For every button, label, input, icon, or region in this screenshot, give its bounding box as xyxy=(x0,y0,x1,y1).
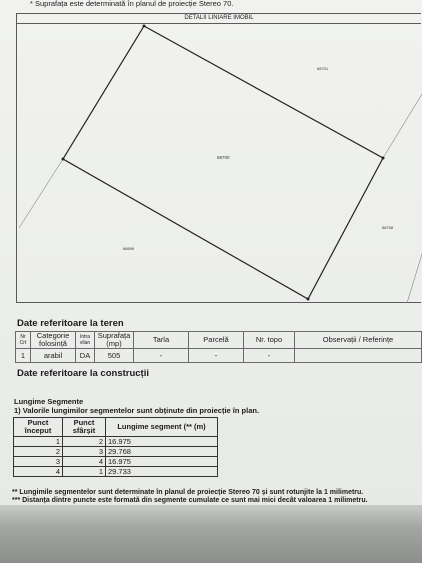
land-header-observatii: Observații / Referințe xyxy=(295,332,422,349)
land-cell-suprafata: 505 xyxy=(95,349,134,363)
land-header-parcela: Parcelă xyxy=(189,332,244,349)
segment-length: 29.768 xyxy=(106,447,218,457)
vertex-1 xyxy=(143,25,146,28)
segment-start: 2 xyxy=(14,447,63,457)
plan-title: DETALII LINIARE IMOBIL xyxy=(17,14,421,24)
parcel-label-top-right: 68701 xyxy=(317,66,329,71)
page-shadow xyxy=(0,505,422,563)
land-table-row xyxy=(16,349,422,363)
land-header-tarla: Tarla xyxy=(134,332,189,349)
table-row xyxy=(14,437,218,447)
land-header-nr: Nr Crt xyxy=(16,332,31,349)
land-header-nr-topo: Nr. topo xyxy=(244,332,295,349)
segment-length: 16.975 xyxy=(106,437,218,447)
segments-title: Lungime Segmente xyxy=(14,397,84,406)
segments-note: 1) Valorile lungimilor segmentelor sunt obținute din proiecție în plan. xyxy=(14,406,260,415)
vertex-2 xyxy=(382,157,385,160)
segment-start: 3 xyxy=(14,457,63,467)
segment-end: 4 xyxy=(63,457,106,467)
land-cell-parcela: - xyxy=(189,349,244,363)
plan-drawing xyxy=(16,13,421,303)
segment-length: 16.975 xyxy=(106,457,218,467)
segment-end: 2 xyxy=(63,437,106,447)
vertex-4 xyxy=(62,158,65,161)
land-cell-nr: 1 xyxy=(16,349,31,363)
constructions-section-title: Date referitoare la construcții xyxy=(17,368,149,379)
neighbor-line-left xyxy=(19,159,63,228)
table-row xyxy=(14,447,218,457)
parcel-label-center: 68700 xyxy=(217,155,230,160)
segment-end: 1 xyxy=(63,467,106,477)
footnote-rounding: ** Lungimile segmentelor sunt determinate în planul de proiecție Stereo 70 și sunt rotunjite la 1 milimetru. xyxy=(12,489,364,496)
land-table-header xyxy=(16,332,422,349)
parcel-label-right: 68758 xyxy=(382,225,394,230)
land-section-title: Date referitoare la teren xyxy=(17,318,124,329)
land-cell-nr-topo: - xyxy=(244,349,295,363)
segment-start: 4 xyxy=(14,467,63,477)
land-header-suprafata: Suprafața (mp) xyxy=(95,332,134,349)
segments-header-length: Lungime segment (** (m) xyxy=(106,418,218,437)
segments-header-end: Punct sfârșit xyxy=(63,418,106,437)
footnote-distance: *** Distanța dintre puncte este formată din segmente cumulate ce sunt mai mici decât valoarea 1 milimetru. xyxy=(12,497,368,504)
land-header-intravilan: Intra vilan xyxy=(76,332,95,349)
land-cell-categorie: arabil xyxy=(31,349,76,363)
segments-table xyxy=(13,417,218,477)
plan-svg xyxy=(17,14,422,304)
segment-length: 29.733 xyxy=(106,467,218,477)
land-header-categorie: Categorie folosință xyxy=(31,332,76,349)
neighbor-line-right xyxy=(383,94,422,158)
table-row xyxy=(14,457,218,467)
vertex-3 xyxy=(307,298,310,301)
segment-start: 1 xyxy=(14,437,63,447)
segments-header-start: Punct început xyxy=(14,418,63,437)
parcel-label-left: 68699 xyxy=(123,246,135,251)
neighbor-line-bottom-right xyxy=(407,254,422,303)
table-row xyxy=(14,467,218,477)
land-cell-observatii xyxy=(295,349,422,363)
land-cell-tarla: - xyxy=(134,349,189,363)
parcel-outline xyxy=(63,26,383,299)
segment-end: 3 xyxy=(63,447,106,457)
surface-note: * Suprafața este determinată în planul de proiecție Stereo 70. xyxy=(30,0,234,8)
land-cell-intravilan: DA xyxy=(76,349,95,363)
segments-header xyxy=(14,418,218,437)
land-table xyxy=(15,331,422,363)
